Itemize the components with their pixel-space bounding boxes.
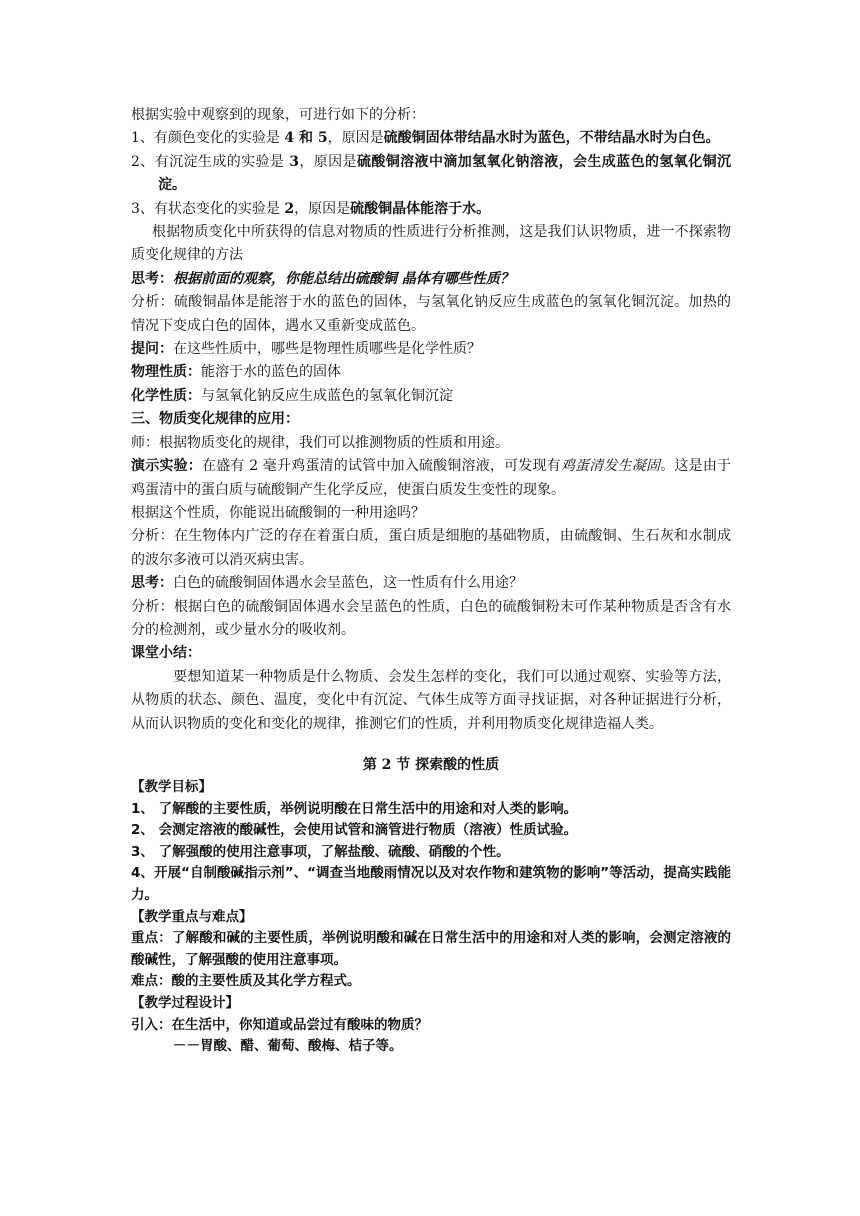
document-page <box>131 104 731 1058</box>
item2-num: 3 <box>289 153 299 170</box>
goal-item-2: 2、 会测定溶液的酸碱性，会使用试管和滴管进行物质（溶液）性质试验。 <box>131 822 578 839</box>
item1-nums: 4 和 5 <box>284 130 328 147</box>
item3-mid: ，原因是 <box>294 200 351 217</box>
demo-text-b: 。这是由于鸡蛋清中的蛋白质与硫酸铜产生化学反应，使蛋白质发生变性的现象。 <box>131 458 732 498</box>
ask-label: 提问： <box>131 341 173 358</box>
analysis-2: 分析：在生物体内广泛的存在着蛋白质，蛋白质是细胞的基础物质，由硫酸铜、生石灰和水制成的波尔多液可以消灭病虫害。 <box>131 528 731 568</box>
item1-mid: ，原因是 <box>327 130 384 147</box>
method-paragraph: 根据物质变化中所获得的信息对物质的性质进行分析推测，这是我们认识物质，进一不探索物质变化规律的方法 <box>131 224 731 264</box>
analysis-item-1 <box>131 127 731 150</box>
item3-prefix: 3、有状态变化的实验是 <box>131 200 280 217</box>
item1-reason: 硫酸铜固体带结晶水时为蓝色，不带结晶水时为白色。 <box>383 130 720 147</box>
goal-item-4: 4、开展“自制酸碱指示剂”、“调查当地酸雨情况以及对农作物和建筑物的影响”等活动，提高实践能力。 <box>131 865 731 903</box>
teacher-line: 师：根据物质变化的规律，我们可以推测物质的性质和用途。 <box>131 434 509 451</box>
process-heading: 【教学过程设计】 <box>131 994 239 1011</box>
demo-label: 演示实验： <box>131 458 202 475</box>
item2-mid: ，原因是 <box>298 153 357 170</box>
think-2 <box>131 572 731 595</box>
chem-label: 化学性质： <box>131 387 201 404</box>
phys-label: 物理性质： <box>131 364 201 381</box>
item3-num: 2 <box>284 200 295 217</box>
demo-experiment <box>131 455 731 502</box>
ask-text: 在这些性质中，哪些是物理性质哪些是化学性质？ <box>173 341 481 358</box>
demo-italic: 鸡蛋清发生凝固 <box>560 458 661 475</box>
goal-item-3: 3、 了解强酸的使用注意事项，了解盐酸、硫酸、硝酸的个性。 <box>131 843 510 860</box>
summary-text: 要想知道某一种物质是什么物质、会发生怎样的变化，我们可以通过观察、实验等方法，从物质的状态、颜色、温度，变化中有沉淀、气体生成等方面寻找证据，对各种证据进行分析，从而认识物质的变化和变化的规律，推测它们的性质，并利用物质变化规律造福人类。 <box>131 668 731 732</box>
summary-label: 课堂小结： <box>131 645 201 662</box>
chem-text: 与氢氧化钠反应生成蓝色的氢氧化铜沉淀 <box>201 387 453 404</box>
analysis-1: 分析：硫酸铜晶体是能溶于水的蓝色的固体，与氢氧化钠反应生成蓝色的氢氧化铜沉淀。加热的情况下变成白色的固体，遇水又重新变成蓝色。 <box>131 294 731 334</box>
think-1 <box>131 268 731 291</box>
chemical-property <box>131 385 731 408</box>
intro-question: 引入：在生活中，你知道或品尝过有酸味的物质？ <box>131 1016 428 1033</box>
item1-prefix: 1、有颜色变化的实验是 <box>131 130 280 147</box>
item2-reason: 硫酸铜溶液中滴加氢氧化钠溶液，会生成蓝色的氢氧化铜沉淀。 <box>158 153 731 194</box>
intro-answer: －－胃酸、醋、葡萄、酸梅、桔子等。 <box>173 1038 403 1055</box>
ask-line <box>131 338 731 361</box>
goal-item-1: 1、 了解酸的主要性质，举例说明酸在日常生活中的用途和对人类的影响。 <box>131 800 578 817</box>
goals-heading: 【教学目标】 <box>131 778 212 795</box>
physical-property <box>131 361 731 384</box>
phys-text: 能溶于水的蓝色的固体 <box>201 364 341 381</box>
intro-line: 根据实验中观察到的现象，可进行如下的分析： <box>131 107 425 123</box>
item3-reason: 硫酸铜晶体能溶于水。 <box>350 200 491 217</box>
analysis-item-2 <box>131 151 731 198</box>
think1-text: 根据前面的观察，你能总结出硫酸铜 晶体有哪些性质？ <box>173 270 514 287</box>
keypoint-line: 重点：了解酸和碱的主要性质，举例说明酸和碱在日常生活中的用途和对人类的影响，会测定溶液的酸碱性，了解强酸的使用注意事项。 <box>131 930 731 968</box>
analysis-3: 分析：根据白色的硫酸铜固体遇水会呈蓝色的性质，白色的硫酸铜粉末可作某种物质是否含有水分的检测剂，或少量水分的吸收剂。 <box>131 598 731 638</box>
analysis-item-3 <box>131 198 731 221</box>
section-title: 第 2 节 探索酸的性质 <box>362 756 500 773</box>
keypoints-heading: 【教学重点与难点】 <box>131 908 253 925</box>
item2-prefix: 2、有沉淀生成的实验是 <box>131 153 285 170</box>
think2-label: 思考： <box>131 575 173 592</box>
question-use: 根据这个性质，你能说出硫酸铜的一种用途吗？ <box>131 504 425 521</box>
think2-text: 白色的硫酸铜固体遇水会呈蓝色，这一性质有什么用途？ <box>173 575 523 592</box>
heading-3: 三、物质变化规律的应用： <box>131 411 299 428</box>
think1-label: 思考： <box>131 270 173 287</box>
section-2 <box>131 777 731 1058</box>
demo-text-a: 在盛有 2 毫升鸡蛋清的试管中加入硫酸铜溶液，可发现有 <box>201 458 561 475</box>
difficulty-line: 难点：酸的主要性质及其化学方程式。 <box>131 973 361 990</box>
